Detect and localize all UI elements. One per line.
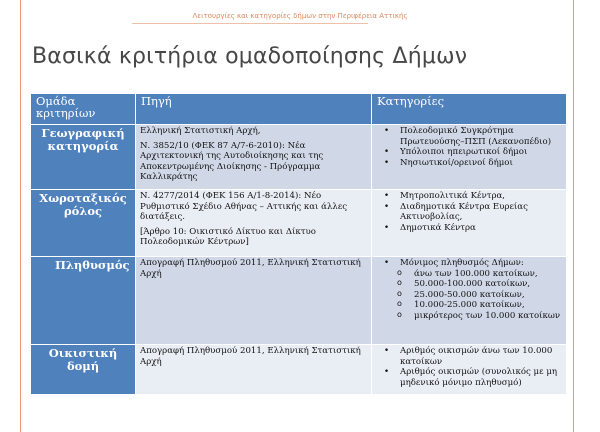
row-categories [372, 190, 567, 257]
list-item: • Μητροπολιτικά Κέντρα, [376, 191, 562, 202]
sub-list-item: o μικρότερος των 10.000 κατοίκων [376, 311, 562, 322]
slide-title: Βασικά κριτήρια ομαδοποίησης Δήμων [32, 44, 468, 69]
table-header-row [31, 94, 567, 125]
column-header-source: Πηγή [136, 94, 372, 125]
column-header-categories: Κατηγορίες [372, 94, 567, 125]
left-accent-rule [20, 0, 21, 432]
source-line: Ν. 4277/2014 (ΦΕΚ 156 Α/1-8-2014): Νέο Ρυθμιστικό Σχέδιο Αθήνας – Αττικής και άλλες διατάξεις. [140, 191, 348, 223]
table-row [31, 257, 567, 345]
row-source [136, 345, 372, 395]
list-item: • Διαδημοτικά Κέντρα Ευρείας Ακτινοβολίας, [376, 202, 562, 223]
row-group-label: Χωροταξικός ρόλος [31, 190, 136, 257]
row-group-label: Γεωγραφική κατηγορία [31, 125, 136, 190]
list-item: • Νησιωτικοί/ορεινοί δήμοι [376, 158, 562, 169]
table-row [31, 345, 567, 395]
list-item: • Δημοτικά Κέντρα [376, 223, 562, 234]
table-row [31, 125, 567, 190]
list-item: • Αριθμός οικισμών (συνολικός με μη μηδενικό μόνιμο πληθυσμό) [376, 367, 562, 388]
sub-list-item: o άνω των 100.000 κατοίκων, [376, 269, 562, 280]
slide-header: Λειτουργίες και κατηγορίες δήμων στην Περιφέρεια Αττικής [192, 12, 408, 20]
criteria-table [30, 93, 567, 395]
row-categories [372, 257, 567, 345]
header-divider [132, 23, 368, 24]
list-item: • Υπόλοιποι ηπειρωτικοί δήμοι [376, 147, 562, 158]
table-row [31, 190, 567, 257]
row-group-label: Οικιστική δομή [31, 345, 136, 395]
source-line: [Άρθρο 10: Οικιστικό Δίκτυο και Δίκτυο Πολεοδομικών Κέντρων] [140, 226, 316, 248]
row-group-label: Πληθυσμός [31, 257, 136, 345]
list-item: • Μόνιμος πληθυσμός Δήμων: [376, 258, 562, 269]
source-line: Απογραφή Πληθυσμού 2011, Ελληνική Στατιστική Αρχή [140, 258, 361, 279]
right-accent-rule [573, 0, 574, 432]
row-source [136, 190, 372, 257]
source-line: Ν. 3852/10 (ΦΕΚ 87 Α/7-6-2010): Νέα Αρχιτεκτονική της Αυτοδιοίκησης και της Αποκεντρωμένης Διοίκησης - Πρόγραμμα Καλλικράτης [140, 140, 324, 183]
row-categories [372, 345, 567, 395]
list-item: • Αριθμός οικισμών άνω των 10.000 κατοίκων [376, 346, 562, 367]
row-source [136, 125, 372, 190]
sub-list-item: o 50.000-100.000 κατοίκων, [376, 279, 562, 290]
source-line: Ελληνική Στατιστική Αρχή, [140, 126, 261, 136]
sub-list-item: o 10.000-25.000 κατοίκων, [376, 300, 562, 311]
row-categories [372, 125, 567, 190]
column-header-group: Ομάδα κριτηρίων [31, 94, 136, 125]
row-source [136, 257, 372, 345]
sub-list-item: o 25.000-50.000 κατοίκων, [376, 290, 562, 301]
source-line: Απογραφή Πληθυσμού 2011, Ελληνική Στατιστική Αρχή [140, 346, 361, 367]
list-item: • Πολεοδομικό Συγκρότημα Πρωτευούσης–ΠΣΠ (Λεκανοπέδιο) [376, 126, 562, 147]
